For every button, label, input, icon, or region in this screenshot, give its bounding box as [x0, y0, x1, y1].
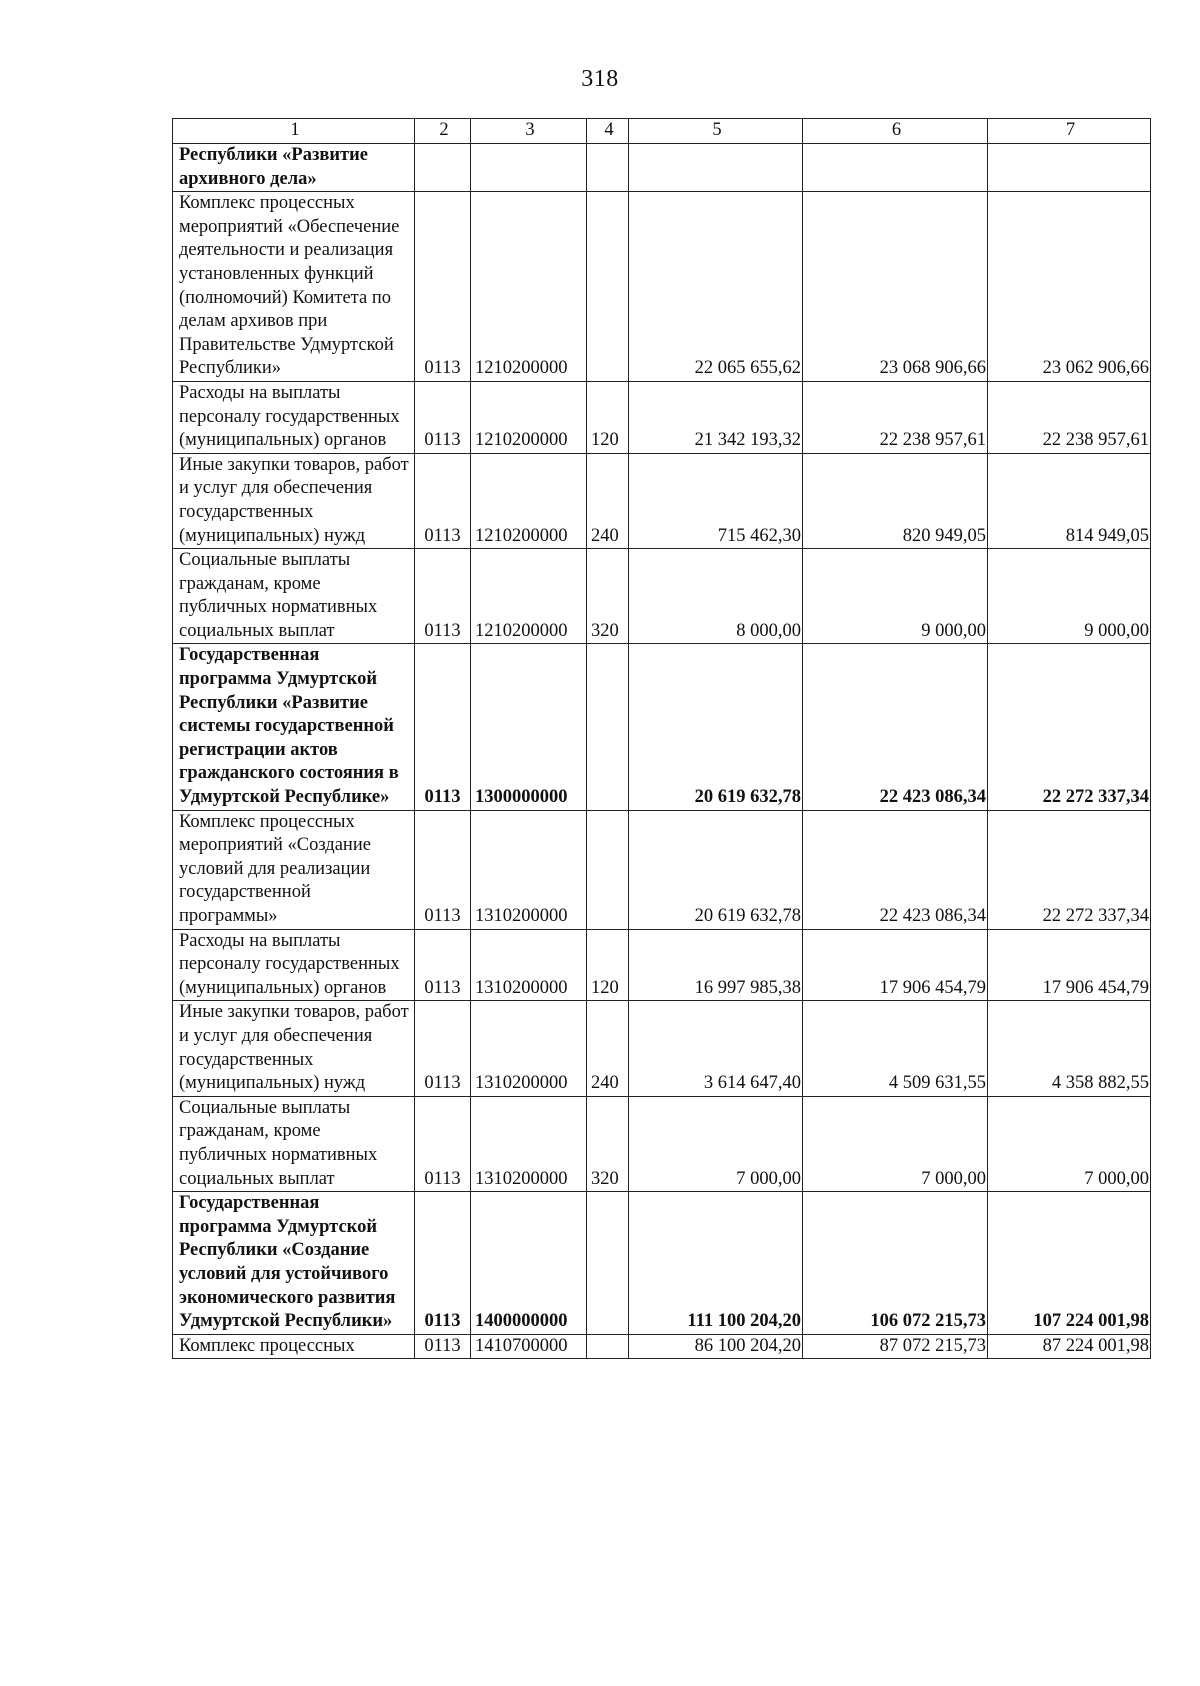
amount-col6-cell: 106 072 215,73 [803, 1192, 988, 1335]
section-code-cell: 0113 [415, 644, 471, 810]
table-row [173, 929, 1151, 1001]
expense-type-cell: 120 [587, 929, 629, 1001]
amount-col5-cell: 86 100 204,20 [629, 1334, 803, 1359]
amount-col6-cell: 22 423 086,34 [803, 810, 988, 929]
amount-col5-cell: 22 065 655,62 [629, 192, 803, 382]
expense-type-cell: 240 [587, 453, 629, 548]
header-cell: 5 [629, 119, 803, 144]
row-name-cell: Комплекс процессных мероприятий «Обеспечение деятельности и реализация установленных функций (полномочий) Комитета по делам архивов при Правительстве Удмуртской Республики» [173, 192, 415, 382]
section-code-cell: 0113 [415, 453, 471, 548]
expense-type-cell: 320 [587, 1096, 629, 1191]
amount-col5-cell: 20 619 632,78 [629, 644, 803, 810]
amount-col5-cell: 20 619 632,78 [629, 810, 803, 929]
section-code-cell: 0113 [415, 1001, 471, 1096]
amount-col5-cell: 111 100 204,20 [629, 1192, 803, 1335]
amount-col5-cell [629, 144, 803, 192]
header-cell: 7 [988, 119, 1151, 144]
row-name-cell: Комплекс процессных мероприятий «Создание условий для реализации государственной программы» [173, 810, 415, 929]
amount-col7-cell: 17 906 454,79 [988, 929, 1151, 1001]
table-row [173, 1001, 1151, 1096]
expense-type-cell: 240 [587, 1001, 629, 1096]
target-article-cell: 1210200000 [471, 453, 587, 548]
amount-col5-cell: 7 000,00 [629, 1096, 803, 1191]
section-code-cell: 0113 [415, 1096, 471, 1191]
target-article-cell: 1410700000 [471, 1334, 587, 1359]
header-row [173, 119, 1151, 144]
budget-table [172, 118, 1151, 1359]
amount-col7-cell: 87 224 001,98 [988, 1334, 1151, 1359]
header-cell: 6 [803, 119, 988, 144]
table-row [173, 644, 1151, 810]
target-article-cell: 1210200000 [471, 549, 587, 644]
header-cell: 2 [415, 119, 471, 144]
table-row [173, 810, 1151, 929]
amount-col7-cell: 4 358 882,55 [988, 1001, 1151, 1096]
expense-type-cell [587, 192, 629, 382]
expense-type-cell: 320 [587, 549, 629, 644]
section-code-cell: 0113 [415, 1192, 471, 1335]
amount-col6-cell: 23 068 906,66 [803, 192, 988, 382]
amount-col6-cell: 17 906 454,79 [803, 929, 988, 1001]
amount-col5-cell: 21 342 193,32 [629, 381, 803, 453]
table-row [173, 1334, 1151, 1359]
amount-col7-cell: 7 000,00 [988, 1096, 1151, 1191]
row-name-cell: Социальные выплаты гражданам, кроме публичных нормативных социальных выплат [173, 549, 415, 644]
row-name-cell: Государственная программа Удмуртской Республики «Создание условий для устойчивого экономического развития Удмуртской Республики» [173, 1192, 415, 1335]
amount-col6-cell: 4 509 631,55 [803, 1001, 988, 1096]
section-code-cell: 0113 [415, 929, 471, 1001]
section-code-cell: 0113 [415, 1334, 471, 1359]
target-article-cell [471, 144, 587, 192]
amount-col5-cell: 16 997 985,38 [629, 929, 803, 1001]
amount-col7-cell: 22 238 957,61 [988, 381, 1151, 453]
section-code-cell: 0113 [415, 192, 471, 382]
table-row [173, 453, 1151, 548]
amount-col5-cell: 8 000,00 [629, 549, 803, 644]
section-code-cell: 0113 [415, 381, 471, 453]
row-name-cell: Комплекс процессных [173, 1334, 415, 1359]
amount-col6-cell: 820 949,05 [803, 453, 988, 548]
amount-col5-cell: 3 614 647,40 [629, 1001, 803, 1096]
section-code-cell: 0113 [415, 549, 471, 644]
row-name-cell: Иные закупки товаров, работ и услуг для обеспечения государственных (муниципальных) нужд [173, 453, 415, 548]
amount-col7-cell: 107 224 001,98 [988, 1192, 1151, 1335]
expense-type-cell [587, 810, 629, 929]
table-row [173, 1096, 1151, 1191]
amount-col7-cell: 9 000,00 [988, 549, 1151, 644]
amount-col6-cell: 9 000,00 [803, 549, 988, 644]
page-number: 318 [581, 66, 619, 92]
row-name-cell: Республики «Развитие архивного дела» [173, 144, 415, 192]
row-name-cell: Социальные выплаты гражданам, кроме публичных нормативных социальных выплат [173, 1096, 415, 1191]
expense-type-cell: 120 [587, 381, 629, 453]
amount-col6-cell: 22 238 957,61 [803, 381, 988, 453]
row-name-cell: Иные закупки товаров, работ и услуг для обеспечения государственных (муниципальных) нужд [173, 1001, 415, 1096]
row-name-cell: Расходы на выплаты персоналу государственных (муниципальных) органов [173, 929, 415, 1001]
table-row [173, 549, 1151, 644]
expense-type-cell [587, 644, 629, 810]
target-article-cell: 1310200000 [471, 1001, 587, 1096]
header-cell: 3 [471, 119, 587, 144]
amount-col6-cell: 87 072 215,73 [803, 1334, 988, 1359]
target-article-cell: 1400000000 [471, 1192, 587, 1335]
target-article-cell: 1310200000 [471, 810, 587, 929]
table-row [173, 144, 1151, 192]
header-cell: 4 [587, 119, 629, 144]
amount-col7-cell: 22 272 337,34 [988, 810, 1151, 929]
section-code-cell [415, 144, 471, 192]
target-article-cell: 1210200000 [471, 192, 587, 382]
row-name-cell: Расходы на выплаты персоналу государственных (муниципальных) органов [173, 381, 415, 453]
amount-col7-cell: 814 949,05 [988, 453, 1151, 548]
table-row [173, 381, 1151, 453]
amount-col7-cell [988, 144, 1151, 192]
amount-col5-cell: 715 462,30 [629, 453, 803, 548]
amount-col6-cell [803, 144, 988, 192]
target-article-cell: 1310200000 [471, 1096, 587, 1191]
amount-col6-cell: 7 000,00 [803, 1096, 988, 1191]
target-article-cell: 1300000000 [471, 644, 587, 810]
table-row [173, 192, 1151, 382]
amount-col6-cell: 22 423 086,34 [803, 644, 988, 810]
expense-type-cell [587, 1334, 629, 1359]
header-cell: 1 [173, 119, 415, 144]
row-name-cell: Государственная программа Удмуртской Республики «Развитие системы государственной регистрации актов гражданского состояния в Удмуртской Республике» [173, 644, 415, 810]
expense-type-cell [587, 1192, 629, 1335]
target-article-cell: 1210200000 [471, 381, 587, 453]
target-article-cell: 1310200000 [471, 929, 587, 1001]
expense-type-cell [587, 144, 629, 192]
amount-col7-cell: 23 062 906,66 [988, 192, 1151, 382]
section-code-cell: 0113 [415, 810, 471, 929]
table-row [173, 1192, 1151, 1335]
amount-col7-cell: 22 272 337,34 [988, 644, 1151, 810]
